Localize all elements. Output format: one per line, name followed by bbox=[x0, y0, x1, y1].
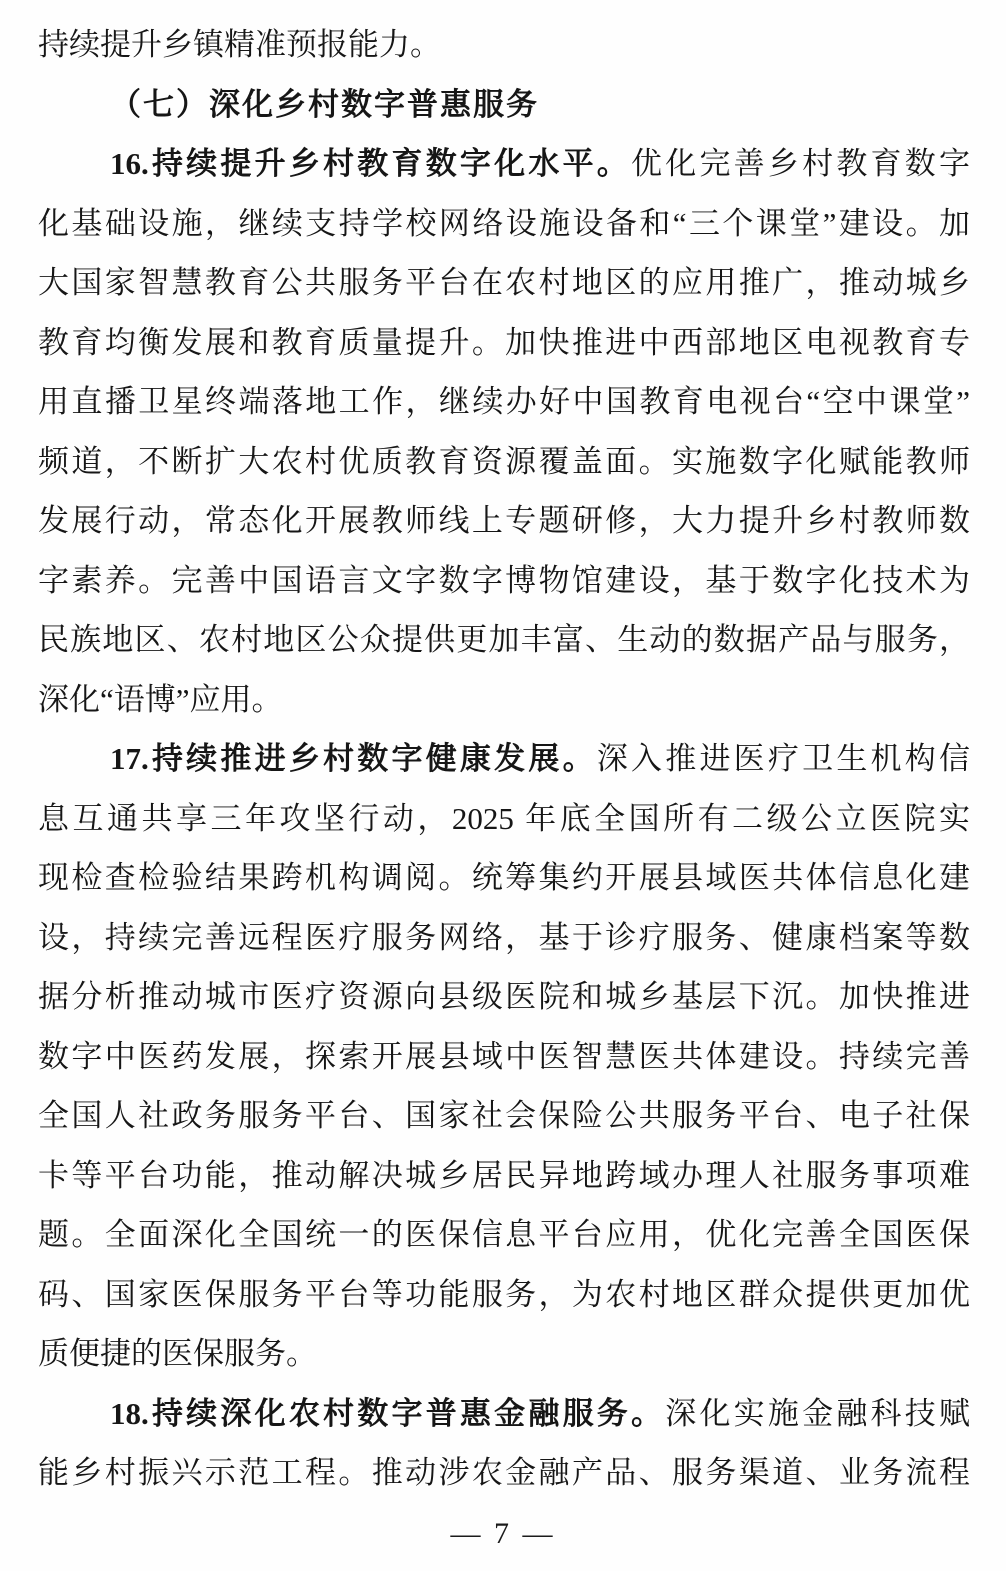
text-line: 化基础设施，继续支持学校网络设施设备和“三个课堂”建设。加 bbox=[38, 205, 970, 241]
page-number: — 7 — bbox=[450, 1517, 556, 1550]
document-body bbox=[38, 15, 970, 1503]
text-line: 民族地区、农村地区公众提供更加丰富、生动的数据产品与服务， bbox=[38, 622, 970, 657]
item-16-lead: 16.持续提升乡村教育数字化水平。 bbox=[110, 146, 632, 181]
text-line: 大国家智慧教育公共服务平台在农村地区的应用推广，推动城乡 bbox=[38, 265, 970, 300]
text-line: 质便捷的医保服务。 bbox=[38, 1336, 317, 1371]
text-line: 设，持续完善远程医疗服务网络，基于诊疗服务、健康档案等数 bbox=[38, 919, 970, 955]
text-line: 全国人社政务服务平台、国家社会保险公共服务平台、电子社保 bbox=[38, 1098, 970, 1133]
text-line: 字素养。完善中国语言文字数字博物馆建设，基于数字化技术为 bbox=[38, 562, 970, 598]
item-17-body-start: 深入推进医疗卫生机构信 bbox=[596, 741, 970, 776]
section-heading-7: （七）深化乡村数字普惠服务 bbox=[110, 86, 539, 122]
text-line: 码、国家医保服务平台等功能服务，为农村地区群众提供更加优 bbox=[38, 1276, 970, 1312]
text-line: 教育均衡发展和教育质量提升。加快推进中西部地区电视教育专 bbox=[38, 324, 970, 360]
text-line-item-16 bbox=[38, 134, 970, 194]
text-line: 题。全面深化全国统一的医保信息平台应用，优化完善全国医保 bbox=[38, 1217, 970, 1252]
text-line-item-18 bbox=[38, 1384, 970, 1444]
item-16-body-start: 优化完善乡村教育数字 bbox=[631, 146, 970, 181]
text-line: 能乡村振兴示范工程。推动涉农金融产品、服务渠道、业务流程 bbox=[38, 1455, 970, 1490]
text-line: 用直播卫星终端落地工作，继续办好中国教育电视台“空中课堂” bbox=[38, 384, 970, 419]
item-18-body-start: 深化实施金融科技赋 bbox=[665, 1395, 970, 1431]
text-line: 数字中医药发展，探索开展县域中医智慧医共体建设。持续完善 bbox=[38, 1038, 970, 1074]
text-line: 发展行动，常态化开展教师线上专题研修，大力提升乡村教师数 bbox=[38, 503, 970, 538]
text-line: 持续提升乡镇精准预报能力。 bbox=[38, 27, 441, 62]
text-line: 频道，不断扩大农村优质教育资源覆盖面。实施数字化赋能教师 bbox=[38, 443, 970, 479]
text-line: 息互通共享三年攻坚行动，2025 年底全国所有二级公立医院实 bbox=[38, 800, 970, 836]
text-line: 深化“语博”应用。 bbox=[38, 681, 283, 717]
text-line-item-17 bbox=[38, 729, 970, 789]
text-line: 卡等平台功能，推动解决城乡居民异地跨域办理人社服务事项难 bbox=[38, 1157, 970, 1193]
item-18-lead: 18.持续深化农村数字普惠金融服务。 bbox=[110, 1395, 666, 1431]
text-line: 现检查检验结果跨机构调阅。统筹集约开展县域医共体信息化建 bbox=[38, 860, 970, 895]
text-line: 据分析推动城市医疗资源向县级医院和城乡基层下沉。加快推进 bbox=[38, 979, 970, 1014]
item-17-lead: 17.持续推进乡村数字健康发展。 bbox=[110, 741, 597, 776]
